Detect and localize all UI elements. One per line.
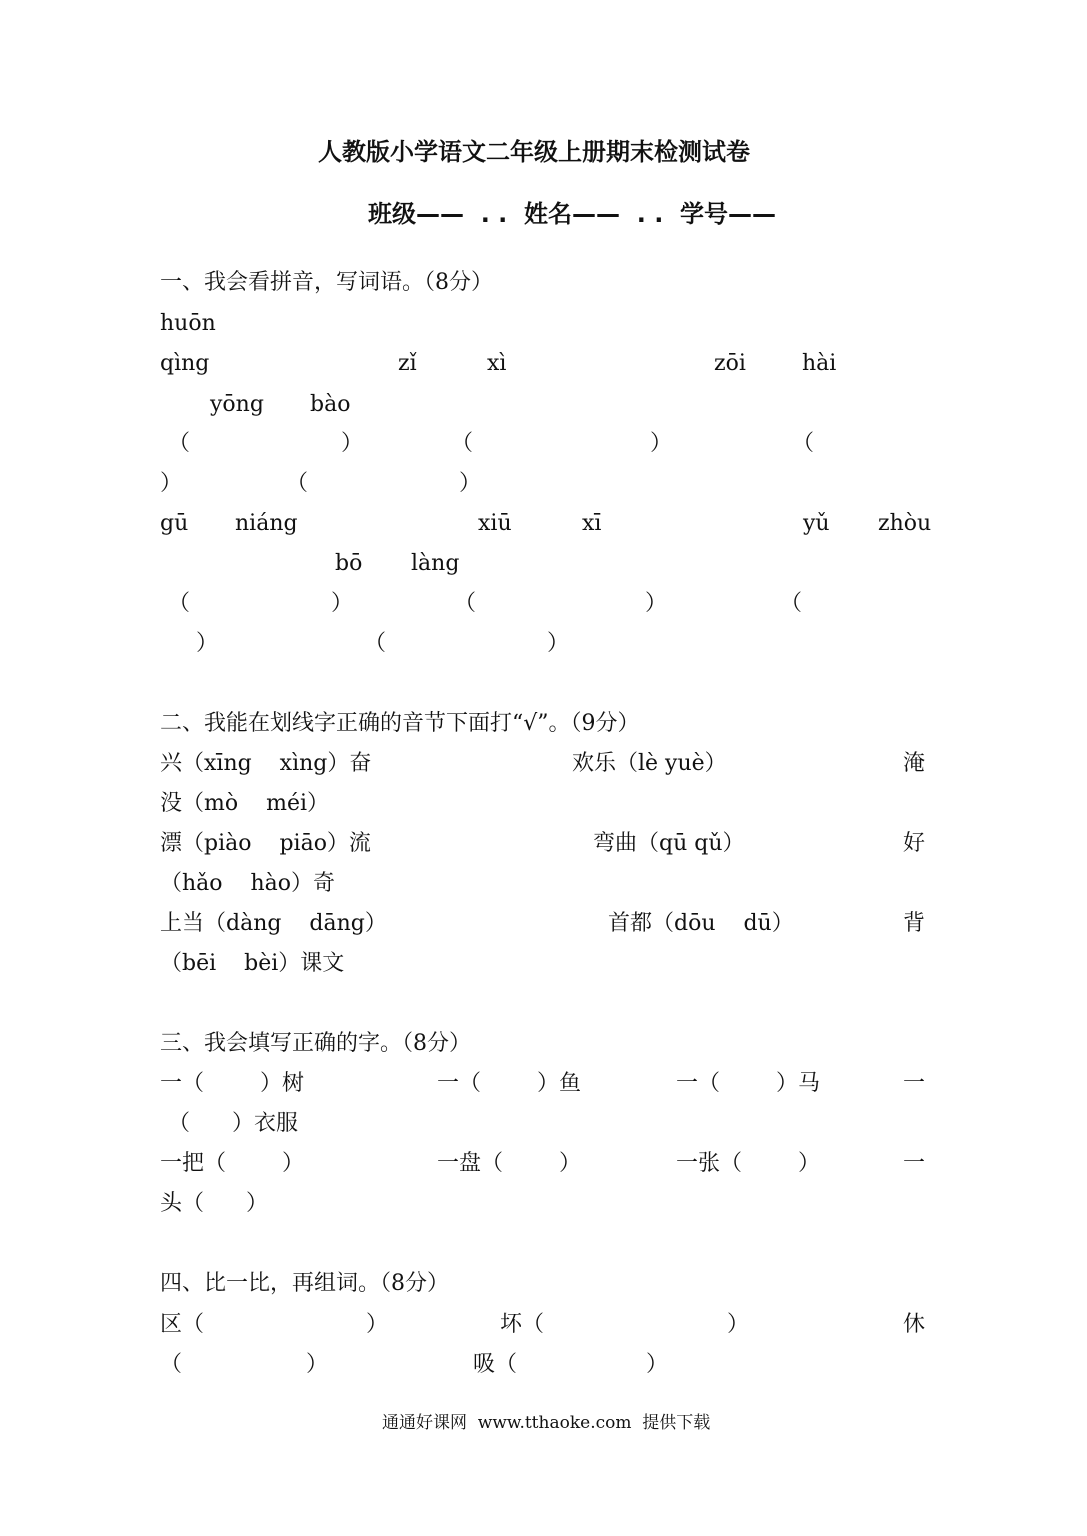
pinyin: huōn: [160, 311, 216, 336]
question-item: 休: [903, 1312, 926, 1337]
pinyin: xiū: [478, 511, 512, 536]
pinyin: làng: [411, 551, 460, 576]
pinyin: zhòu: [878, 511, 932, 536]
question-item: 欢乐（lè yuè）: [572, 751, 727, 776]
question-item: 一（ ）树: [160, 1071, 304, 1096]
answer-bracket: ）: [306, 1352, 329, 1377]
answer-bracket: ）: [547, 631, 570, 656]
question-item: 弯曲（qū qǔ）: [593, 831, 745, 856]
pinyin: yǔ: [803, 511, 830, 536]
page-title: 人教版小学语文二年级上册期末检测试卷: [318, 138, 750, 166]
question-item: （bēi bèi）课文: [160, 951, 345, 976]
answer-bracket: ）: [650, 431, 673, 456]
question-item: 一（ ）马: [676, 1071, 820, 1096]
answer-bracket: （: [792, 431, 815, 456]
answer-bracket: ）: [366, 1312, 389, 1337]
section-1-heading: 一、我会看拼音，写词语。（8分）: [160, 270, 493, 295]
pinyin: niáng: [235, 511, 298, 536]
section-2-heading: 二、我能在划线字正确的音节下面打“√”。（9分）: [160, 711, 640, 736]
question-item: 上当（dàng dāng）: [160, 911, 387, 936]
question-item: 坏（: [500, 1312, 545, 1337]
question-item: 一: [903, 1151, 926, 1176]
question-item: 一（ ）鱼: [437, 1071, 581, 1096]
answer-bracket: ）: [331, 591, 354, 616]
pinyin: bào: [310, 392, 351, 417]
answer-bracket: ）: [727, 1312, 750, 1337]
pinyin: gū: [160, 511, 189, 536]
question-item: 一张（ ）: [676, 1151, 820, 1176]
question-item: 没（mò méi）: [160, 791, 329, 816]
student-info: 班级—— . . 姓名—— . . 学号——: [368, 200, 777, 228]
answer-bracket: （: [160, 1352, 183, 1377]
answer-bracket: （: [168, 431, 191, 456]
pinyin: qìng: [160, 351, 210, 376]
pinyin: zōi: [714, 351, 746, 376]
question-item: 漂（piào piāo）流: [160, 831, 371, 856]
pinyin: zǐ: [398, 351, 417, 376]
answer-bracket: （: [454, 591, 477, 616]
pinyin: xī: [582, 511, 602, 536]
answer-bracket: （: [364, 631, 387, 656]
answer-bracket: ）: [196, 631, 219, 656]
question-item: （hǎo hào）奇: [160, 871, 336, 896]
question-item: 兴（xīng xìng）奋: [160, 751, 372, 776]
pinyin: bō: [335, 551, 363, 576]
pinyin: xì: [487, 351, 507, 376]
answer-bracket: ）: [160, 471, 183, 496]
question-item: 吸（: [473, 1352, 518, 1377]
question-item: 一把（ ）: [160, 1151, 304, 1176]
answer-bracket: （: [168, 591, 191, 616]
pinyin: hài: [802, 351, 837, 376]
answer-bracket: ）: [646, 1352, 669, 1377]
question-item: 首都（dōu dū）: [608, 911, 794, 936]
answer-bracket: （: [286, 471, 309, 496]
answer-bracket: ）: [645, 591, 668, 616]
answer-bracket: ）: [459, 471, 482, 496]
section-4-heading: 四、比一比，再组词。（8分）: [160, 1271, 449, 1296]
pinyin: yōng: [210, 392, 264, 417]
footer-text: 通通好课网 www.tthaoke.com 提供下载: [382, 1413, 711, 1433]
question-item: 背: [903, 911, 926, 936]
section-3-heading: 三、我会填写正确的字。（8分）: [160, 1031, 471, 1056]
answer-bracket: ）: [341, 431, 364, 456]
question-item: 区（: [160, 1312, 205, 1337]
question-item: 头（ ）: [160, 1191, 268, 1216]
question-item: 一盘（ ）: [437, 1151, 581, 1176]
answer-bracket: （: [780, 591, 803, 616]
answer-bracket: （: [451, 431, 474, 456]
question-item: 好: [903, 831, 926, 856]
question-item: 淹: [903, 751, 926, 776]
question-item: （ ）衣服: [168, 1111, 298, 1136]
question-item: 一: [903, 1071, 926, 1096]
